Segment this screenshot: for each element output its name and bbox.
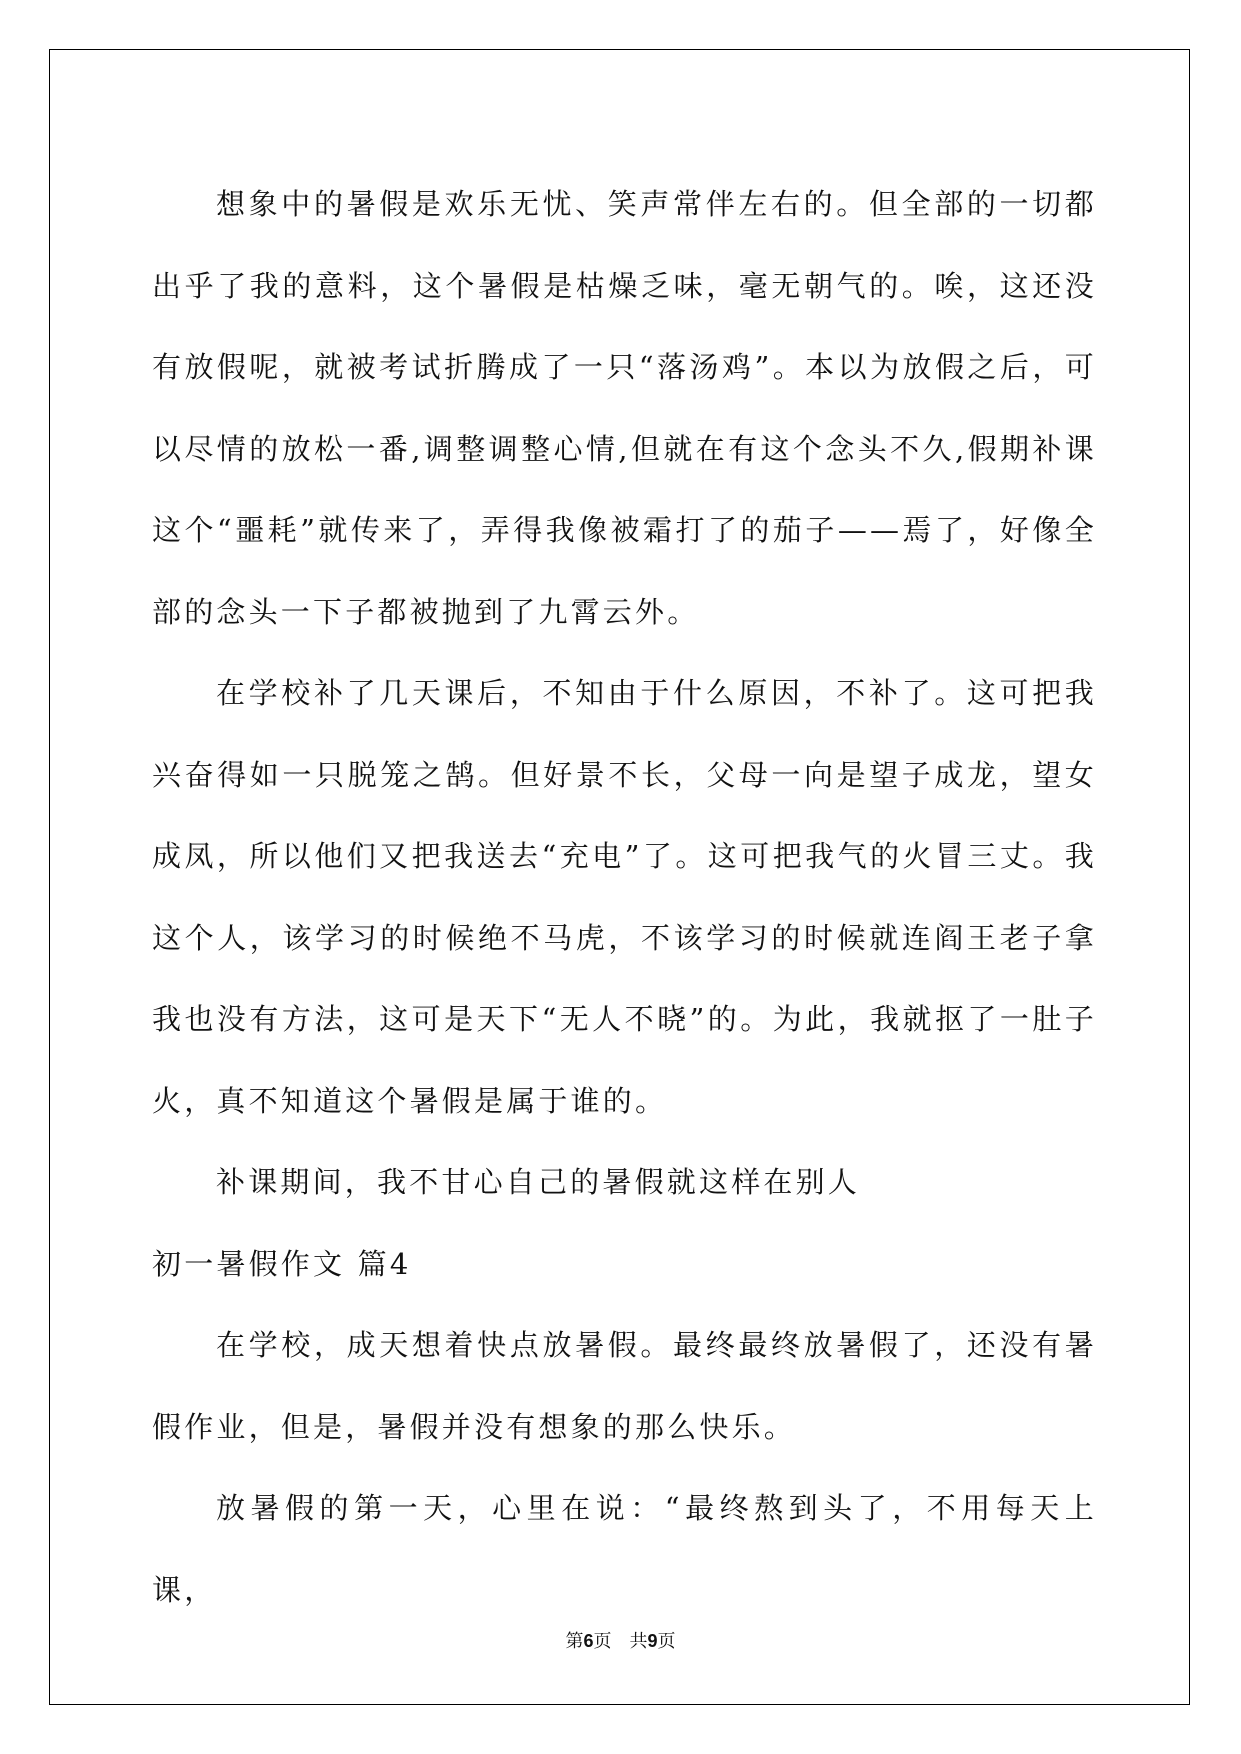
paragraph-3: 补课期间，我不甘心自己的暑假就这样在别人	[216, 1165, 861, 1199]
page-total: 9	[647, 1631, 658, 1651]
page-current: 6	[583, 1631, 594, 1651]
paragraph-2: 在学校补了几天课后，不知由于什么原因，不补了。这可把我兴奋得如一只脱笼之鹄。但好景不长，父母一向是望子成龙，望女成凤，所以他们又把我送去“充电”了。这可把我气的火冒三丈。我这个人，该学习的时候绝不马虎，不该学习的时候就连阎王老子拿我也没有方法，这可是天下“无人不晓”的。为此，我就抠了一肚子火，真不知道这个暑假是属于谁的。	[152, 676, 1097, 1118]
paragraph-4: 在学校，成天想着快点放暑假。最终最终放暑假了，还没有暑假作业，但是，暑假并没有想象的那么快乐。	[152, 1328, 1097, 1444]
page-suffix: 页	[657, 1631, 676, 1652]
document-body	[152, 164, 1097, 1631]
paragraph-5: 放暑假的第一天，心里在说：“最终熬到头了，不用每天上课，	[152, 1491, 1097, 1607]
page-footer	[0, 1627, 1241, 1653]
section-heading: 初一暑假作文 篇4	[152, 1246, 412, 1281]
paragraph-1: 想象中的暑假是欢乐无忧、笑声常伴左右的。但全部的一切都出乎了我的意料，这个暑假是枯燥乏味，毫无朝气的。唉，这还没有放假呢，就被考试折腾成了一只“落汤鸡”。本以为放假之后，可以尽情的放松一番,调整调整心情,但就在有这个念头不久,假期补课这个“噩耗”就传来了，弄得我像被霜打了的茄子——焉了，好像全部的念头一下子都被抛到了九霄云外。	[152, 187, 1097, 629]
page-prefix: 第	[565, 1631, 584, 1652]
page-mid: 页 共	[593, 1631, 648, 1652]
